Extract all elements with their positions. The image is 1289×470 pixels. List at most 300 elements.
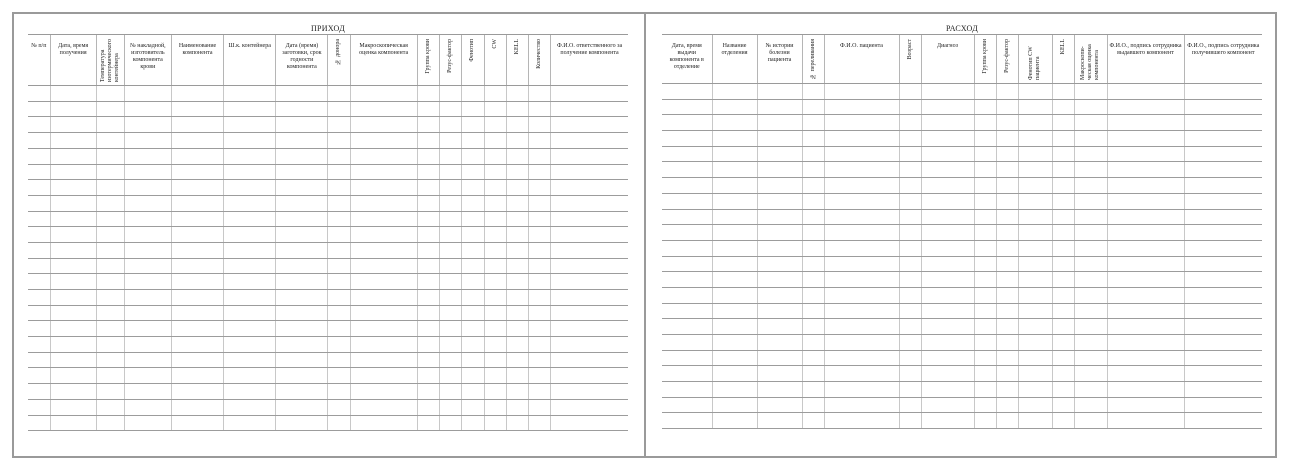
expense-table-cell[interactable] (996, 225, 1018, 241)
expense-table-cell[interactable] (1184, 303, 1262, 319)
expense-table-cell[interactable] (996, 413, 1018, 429)
receipt-table-cell[interactable] (417, 180, 439, 196)
expense-table-cell[interactable] (974, 335, 996, 351)
receipt-table-cell[interactable] (50, 337, 96, 353)
expense-table-cell[interactable] (921, 366, 974, 382)
receipt-table-cell[interactable] (50, 180, 96, 196)
receipt-table-cell[interactable] (328, 227, 350, 243)
expense-table-cell[interactable] (921, 146, 974, 162)
expense-table-cell[interactable] (1018, 225, 1052, 241)
expense-table-cell[interactable] (802, 303, 824, 319)
receipt-table-cell[interactable] (461, 211, 484, 227)
receipt-table-cell[interactable] (96, 164, 124, 180)
receipt-table-cell[interactable] (328, 101, 350, 117)
expense-table-cell[interactable] (996, 209, 1018, 225)
expense-table-cell[interactable] (757, 115, 802, 131)
receipt-table-cell[interactable] (124, 101, 171, 117)
receipt-table-cell[interactable] (439, 117, 461, 133)
expense-table-cell[interactable] (824, 272, 899, 288)
receipt-table-cell[interactable] (96, 415, 124, 431)
receipt-table-cell[interactable] (350, 305, 417, 321)
receipt-table-cell[interactable] (484, 86, 506, 102)
receipt-table-cell[interactable] (276, 148, 328, 164)
expense-table-cell[interactable] (1052, 319, 1074, 335)
receipt-table-cell[interactable] (328, 321, 350, 337)
receipt-table-cell[interactable] (28, 415, 50, 431)
receipt-table-cell[interactable] (224, 337, 276, 353)
receipt-table-cell[interactable] (529, 101, 551, 117)
receipt-table-cell[interactable] (96, 274, 124, 290)
expense-table-cell[interactable] (1074, 366, 1107, 382)
receipt-table-cell[interactable] (124, 227, 171, 243)
expense-table-cell[interactable] (899, 115, 921, 131)
receipt-table-cell[interactable] (417, 368, 439, 384)
receipt-table-cell[interactable] (28, 274, 50, 290)
receipt-table-cell[interactable] (171, 399, 223, 415)
receipt-table-cell[interactable] (551, 290, 628, 306)
receipt-table-cell[interactable] (506, 117, 528, 133)
expense-table-cell[interactable] (1074, 256, 1107, 272)
expense-table-cell[interactable] (757, 366, 802, 382)
expense-table-cell[interactable] (1074, 240, 1107, 256)
receipt-table-cell[interactable] (350, 227, 417, 243)
receipt-table-cell[interactable] (506, 368, 528, 384)
expense-table-cell[interactable] (1184, 99, 1262, 115)
receipt-table-cell[interactable] (50, 274, 96, 290)
receipt-table-cell[interactable] (551, 180, 628, 196)
receipt-table-cell[interactable] (529, 86, 551, 102)
receipt-table-cell[interactable] (461, 101, 484, 117)
expense-table-cell[interactable] (1052, 193, 1074, 209)
receipt-table-cell[interactable] (96, 180, 124, 196)
expense-table-cell[interactable] (712, 131, 757, 147)
expense-table-cell[interactable] (757, 319, 802, 335)
receipt-table-cell[interactable] (28, 148, 50, 164)
receipt-table-cell[interactable] (328, 164, 350, 180)
expense-table-cell[interactable] (662, 193, 712, 209)
expense-table-cell[interactable] (1107, 303, 1184, 319)
receipt-table-cell[interactable] (484, 227, 506, 243)
expense-table-cell[interactable] (996, 287, 1018, 303)
receipt-table-cell[interactable] (529, 305, 551, 321)
expense-table-cell[interactable] (802, 131, 824, 147)
receipt-table-cell[interactable] (439, 258, 461, 274)
receipt-table-cell[interactable] (28, 399, 50, 415)
expense-table-cell[interactable] (1052, 225, 1074, 241)
receipt-table-cell[interactable] (506, 258, 528, 274)
expense-table-cell[interactable] (712, 287, 757, 303)
expense-table-cell[interactable] (921, 178, 974, 194)
receipt-table-cell[interactable] (461, 368, 484, 384)
receipt-table-cell[interactable] (96, 368, 124, 384)
receipt-table-cell[interactable] (328, 195, 350, 211)
receipt-table-cell[interactable] (439, 290, 461, 306)
expense-table-cell[interactable] (824, 162, 899, 178)
receipt-table-cell[interactable] (50, 117, 96, 133)
receipt-table-cell[interactable] (224, 258, 276, 274)
expense-table-cell[interactable] (757, 303, 802, 319)
expense-table-cell[interactable] (1184, 319, 1262, 335)
receipt-table-cell[interactable] (350, 195, 417, 211)
receipt-table-cell[interactable] (50, 148, 96, 164)
receipt-table-cell[interactable] (50, 368, 96, 384)
expense-table-cell[interactable] (1074, 131, 1107, 147)
expense-table-cell[interactable] (824, 99, 899, 115)
expense-table-cell[interactable] (757, 256, 802, 272)
receipt-table-cell[interactable] (328, 148, 350, 164)
expense-table-cell[interactable] (712, 272, 757, 288)
receipt-table-cell[interactable] (551, 101, 628, 117)
expense-table-cell[interactable] (757, 193, 802, 209)
expense-table-cell[interactable] (1107, 146, 1184, 162)
receipt-table-cell[interactable] (551, 321, 628, 337)
receipt-table-cell[interactable] (171, 258, 223, 274)
expense-table-cell[interactable] (899, 256, 921, 272)
expense-table-cell[interactable] (1074, 162, 1107, 178)
expense-table-cell[interactable] (824, 146, 899, 162)
receipt-table-cell[interactable] (439, 384, 461, 400)
expense-table-cell[interactable] (1018, 413, 1052, 429)
receipt-table-cell[interactable] (276, 195, 328, 211)
receipt-table-cell[interactable] (461, 242, 484, 258)
receipt-table-cell[interactable] (224, 290, 276, 306)
expense-table-cell[interactable] (1107, 240, 1184, 256)
receipt-table-cell[interactable] (506, 211, 528, 227)
receipt-table-cell[interactable] (484, 337, 506, 353)
expense-table-cell[interactable] (1107, 397, 1184, 413)
expense-table-cell[interactable] (1074, 146, 1107, 162)
receipt-table-cell[interactable] (171, 305, 223, 321)
receipt-table-cell[interactable] (461, 86, 484, 102)
expense-table-cell[interactable] (662, 225, 712, 241)
receipt-table-cell[interactable] (350, 399, 417, 415)
expense-table-cell[interactable] (996, 335, 1018, 351)
expense-table-cell[interactable] (1107, 162, 1184, 178)
receipt-table-cell[interactable] (461, 352, 484, 368)
receipt-table-cell[interactable] (506, 399, 528, 415)
receipt-table-cell[interactable] (506, 242, 528, 258)
expense-table-cell[interactable] (824, 382, 899, 398)
receipt-table-cell[interactable] (50, 290, 96, 306)
receipt-table-cell[interactable] (276, 101, 328, 117)
receipt-table-cell[interactable] (276, 274, 328, 290)
receipt-table-cell[interactable] (171, 227, 223, 243)
receipt-table-cell[interactable] (224, 305, 276, 321)
expense-table-cell[interactable] (1184, 335, 1262, 351)
receipt-table-cell[interactable] (96, 290, 124, 306)
expense-table-cell[interactable] (802, 115, 824, 131)
expense-table-cell[interactable] (1018, 146, 1052, 162)
expense-table-cell[interactable] (1184, 178, 1262, 194)
receipt-table-cell[interactable] (124, 211, 171, 227)
expense-table-cell[interactable] (824, 178, 899, 194)
receipt-table-cell[interactable] (461, 274, 484, 290)
expense-table-cell[interactable] (802, 99, 824, 115)
receipt-table-cell[interactable] (350, 321, 417, 337)
expense-table-cell[interactable] (921, 319, 974, 335)
receipt-table-cell[interactable] (224, 274, 276, 290)
expense-table-cell[interactable] (802, 146, 824, 162)
receipt-table-cell[interactable] (417, 148, 439, 164)
expense-table-cell[interactable] (1018, 350, 1052, 366)
receipt-table-cell[interactable] (28, 321, 50, 337)
expense-table-cell[interactable] (802, 397, 824, 413)
receipt-table-cell[interactable] (439, 164, 461, 180)
expense-table-cell[interactable] (921, 397, 974, 413)
receipt-table-cell[interactable] (461, 290, 484, 306)
receipt-table-cell[interactable] (124, 321, 171, 337)
receipt-table-cell[interactable] (28, 305, 50, 321)
expense-table-cell[interactable] (802, 335, 824, 351)
receipt-table-cell[interactable] (484, 290, 506, 306)
receipt-table-cell[interactable] (461, 337, 484, 353)
receipt-table-cell[interactable] (171, 415, 223, 431)
receipt-table-cell[interactable] (484, 321, 506, 337)
expense-table-cell[interactable] (757, 225, 802, 241)
expense-table-cell[interactable] (1074, 115, 1107, 131)
expense-table-cell[interactable] (1074, 99, 1107, 115)
expense-table-cell[interactable] (1018, 209, 1052, 225)
receipt-table-cell[interactable] (551, 117, 628, 133)
receipt-table-cell[interactable] (276, 384, 328, 400)
expense-table-cell[interactable] (662, 335, 712, 351)
expense-table-cell[interactable] (1107, 382, 1184, 398)
receipt-table-cell[interactable] (529, 415, 551, 431)
receipt-table-cell[interactable] (171, 321, 223, 337)
expense-table-cell[interactable] (1052, 84, 1074, 100)
expense-table-cell[interactable] (921, 99, 974, 115)
expense-table-cell[interactable] (662, 256, 712, 272)
expense-table-cell[interactable] (996, 84, 1018, 100)
receipt-table-cell[interactable] (484, 101, 506, 117)
expense-table-cell[interactable] (1018, 240, 1052, 256)
receipt-table-cell[interactable] (28, 180, 50, 196)
expense-table-cell[interactable] (974, 240, 996, 256)
expense-table-cell[interactable] (824, 413, 899, 429)
expense-table-cell[interactable] (974, 256, 996, 272)
receipt-table-cell[interactable] (28, 164, 50, 180)
receipt-table-cell[interactable] (551, 211, 628, 227)
receipt-table-cell[interactable] (96, 321, 124, 337)
expense-table-cell[interactable] (1074, 350, 1107, 366)
expense-table-cell[interactable] (1052, 178, 1074, 194)
expense-table-cell[interactable] (1052, 366, 1074, 382)
expense-table-cell[interactable] (757, 131, 802, 147)
receipt-table-cell[interactable] (439, 133, 461, 149)
receipt-table-cell[interactable] (461, 148, 484, 164)
expense-table-cell[interactable] (996, 178, 1018, 194)
receipt-table-cell[interactable] (328, 242, 350, 258)
expense-table-cell[interactable] (1018, 178, 1052, 194)
expense-table-cell[interactable] (974, 162, 996, 178)
expense-table-cell[interactable] (1107, 84, 1184, 100)
receipt-table-cell[interactable] (417, 227, 439, 243)
expense-table-cell[interactable] (921, 382, 974, 398)
receipt-table-cell[interactable] (171, 384, 223, 400)
receipt-table-cell[interactable] (506, 227, 528, 243)
expense-table-cell[interactable] (974, 178, 996, 194)
receipt-table-cell[interactable] (529, 368, 551, 384)
receipt-table-cell[interactable] (28, 242, 50, 258)
expense-table-cell[interactable] (1074, 287, 1107, 303)
receipt-table-cell[interactable] (171, 164, 223, 180)
receipt-table-cell[interactable] (50, 384, 96, 400)
expense-table-cell[interactable] (662, 99, 712, 115)
receipt-table-cell[interactable] (529, 133, 551, 149)
expense-table-cell[interactable] (1184, 382, 1262, 398)
expense-table-cell[interactable] (974, 115, 996, 131)
expense-table-cell[interactable] (1184, 272, 1262, 288)
receipt-table-cell[interactable] (529, 384, 551, 400)
expense-table-cell[interactable] (712, 256, 757, 272)
expense-table-cell[interactable] (974, 84, 996, 100)
receipt-table-cell[interactable] (484, 274, 506, 290)
expense-table-cell[interactable] (1052, 131, 1074, 147)
expense-table-cell[interactable] (899, 225, 921, 241)
expense-table-cell[interactable] (921, 115, 974, 131)
expense-table-cell[interactable] (1107, 99, 1184, 115)
receipt-table-cell[interactable] (529, 290, 551, 306)
receipt-table-cell[interactable] (551, 195, 628, 211)
receipt-table-cell[interactable] (551, 368, 628, 384)
receipt-table-cell[interactable] (50, 86, 96, 102)
receipt-table-cell[interactable] (461, 321, 484, 337)
expense-table-cell[interactable] (1107, 350, 1184, 366)
receipt-table-cell[interactable] (551, 242, 628, 258)
expense-table-cell[interactable] (974, 225, 996, 241)
receipt-table-cell[interactable] (439, 321, 461, 337)
receipt-table-cell[interactable] (224, 117, 276, 133)
expense-table-cell[interactable] (757, 162, 802, 178)
receipt-table-cell[interactable] (439, 195, 461, 211)
receipt-table-cell[interactable] (328, 180, 350, 196)
receipt-table-cell[interactable] (276, 164, 328, 180)
expense-table-cell[interactable] (712, 162, 757, 178)
receipt-table-cell[interactable] (28, 227, 50, 243)
expense-table-cell[interactable] (712, 115, 757, 131)
expense-table-cell[interactable] (974, 319, 996, 335)
expense-table-cell[interactable] (757, 99, 802, 115)
receipt-table-cell[interactable] (171, 211, 223, 227)
receipt-table-cell[interactable] (350, 117, 417, 133)
expense-table-cell[interactable] (974, 413, 996, 429)
receipt-table-cell[interactable] (328, 258, 350, 274)
expense-table-cell[interactable] (712, 303, 757, 319)
receipt-table-cell[interactable] (417, 133, 439, 149)
receipt-table-cell[interactable] (276, 258, 328, 274)
expense-table-cell[interactable] (712, 240, 757, 256)
receipt-table-cell[interactable] (417, 258, 439, 274)
expense-table-cell[interactable] (1184, 115, 1262, 131)
expense-table-cell[interactable] (712, 225, 757, 241)
receipt-table-cell[interactable] (506, 384, 528, 400)
receipt-table-cell[interactable] (328, 384, 350, 400)
expense-table-cell[interactable] (1184, 240, 1262, 256)
receipt-table-cell[interactable] (461, 227, 484, 243)
receipt-table-cell[interactable] (461, 258, 484, 274)
expense-table-cell[interactable] (1184, 397, 1262, 413)
expense-table-cell[interactable] (1184, 350, 1262, 366)
expense-table-cell[interactable] (996, 397, 1018, 413)
receipt-table-cell[interactable] (551, 133, 628, 149)
expense-table-cell[interactable] (996, 115, 1018, 131)
expense-table-cell[interactable] (1018, 272, 1052, 288)
receipt-table-cell[interactable] (461, 133, 484, 149)
expense-table-cell[interactable] (662, 303, 712, 319)
receipt-table-cell[interactable] (506, 133, 528, 149)
receipt-table-cell[interactable] (224, 242, 276, 258)
receipt-table-cell[interactable] (96, 227, 124, 243)
receipt-table-cell[interactable] (28, 290, 50, 306)
expense-table-cell[interactable] (712, 193, 757, 209)
receipt-table-cell[interactable] (328, 399, 350, 415)
receipt-table-cell[interactable] (417, 242, 439, 258)
expense-table-cell[interactable] (662, 397, 712, 413)
receipt-table-cell[interactable] (484, 164, 506, 180)
expense-table-cell[interactable] (1184, 287, 1262, 303)
receipt-table-cell[interactable] (328, 305, 350, 321)
receipt-table-cell[interactable] (350, 352, 417, 368)
expense-table-cell[interactable] (824, 84, 899, 100)
receipt-table-cell[interactable] (276, 352, 328, 368)
receipt-table-cell[interactable] (417, 274, 439, 290)
expense-table-cell[interactable] (1052, 162, 1074, 178)
expense-table-cell[interactable] (996, 350, 1018, 366)
receipt-table-cell[interactable] (328, 368, 350, 384)
receipt-table-cell[interactable] (529, 352, 551, 368)
expense-table-cell[interactable] (899, 131, 921, 147)
expense-table-cell[interactable] (974, 146, 996, 162)
receipt-table-cell[interactable] (551, 274, 628, 290)
expense-table-cell[interactable] (1052, 350, 1074, 366)
expense-table-cell[interactable] (757, 272, 802, 288)
receipt-table-cell[interactable] (461, 195, 484, 211)
receipt-table-cell[interactable] (28, 352, 50, 368)
receipt-table-cell[interactable] (96, 337, 124, 353)
expense-table-cell[interactable] (662, 366, 712, 382)
receipt-table-cell[interactable] (96, 195, 124, 211)
expense-table-cell[interactable] (974, 193, 996, 209)
receipt-table-cell[interactable] (529, 211, 551, 227)
receipt-table-cell[interactable] (461, 384, 484, 400)
expense-table-cell[interactable] (899, 209, 921, 225)
receipt-table-cell[interactable] (224, 384, 276, 400)
receipt-table-cell[interactable] (529, 274, 551, 290)
receipt-table-cell[interactable] (439, 399, 461, 415)
expense-table-cell[interactable] (921, 287, 974, 303)
expense-table-cell[interactable] (824, 350, 899, 366)
receipt-table-cell[interactable] (276, 211, 328, 227)
receipt-table-cell[interactable] (439, 148, 461, 164)
expense-table-cell[interactable] (1074, 303, 1107, 319)
receipt-table-cell[interactable] (506, 290, 528, 306)
receipt-table-cell[interactable] (50, 352, 96, 368)
receipt-table-cell[interactable] (224, 101, 276, 117)
receipt-table-cell[interactable] (96, 305, 124, 321)
expense-table-cell[interactable] (1052, 382, 1074, 398)
expense-table-cell[interactable] (1184, 193, 1262, 209)
expense-table-cell[interactable] (802, 366, 824, 382)
expense-table-cell[interactable] (712, 413, 757, 429)
receipt-table-cell[interactable] (461, 415, 484, 431)
expense-table-cell[interactable] (662, 162, 712, 178)
expense-table-cell[interactable] (1184, 225, 1262, 241)
receipt-table-cell[interactable] (124, 133, 171, 149)
receipt-table-cell[interactable] (96, 117, 124, 133)
expense-table-cell[interactable] (1018, 99, 1052, 115)
receipt-table-cell[interactable] (461, 180, 484, 196)
expense-table-cell[interactable] (921, 335, 974, 351)
